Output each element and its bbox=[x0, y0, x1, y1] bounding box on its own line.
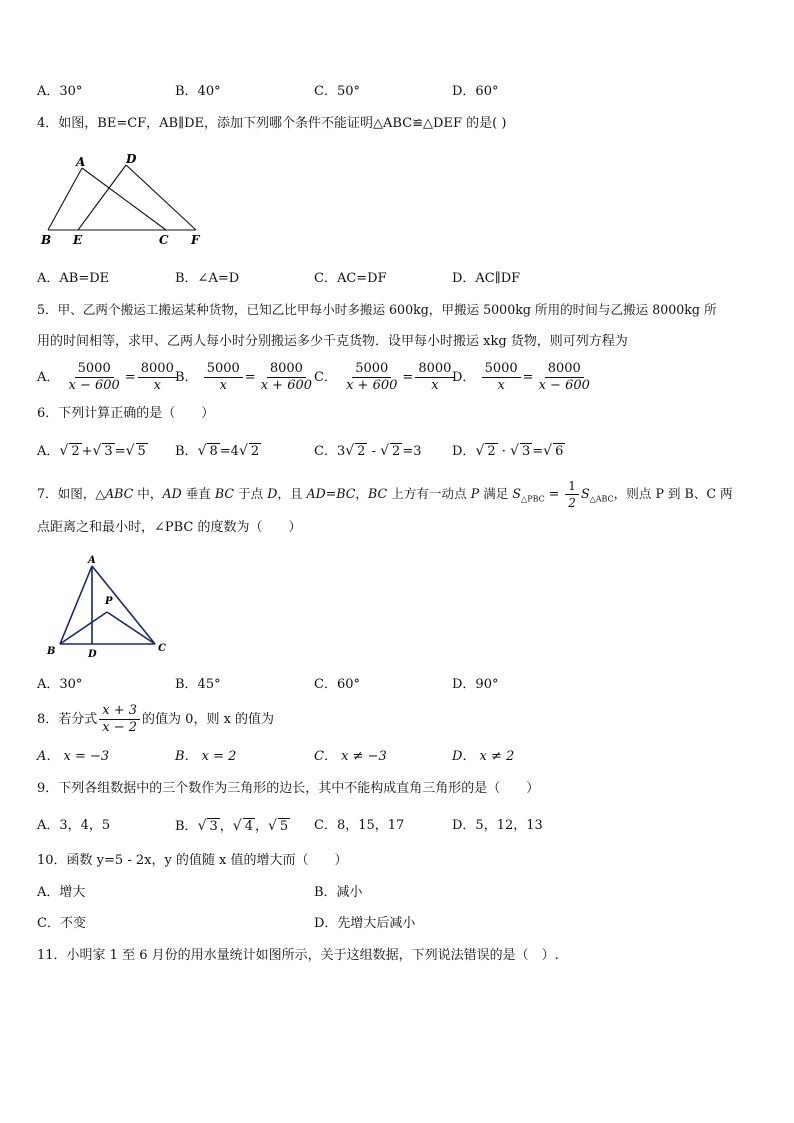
q4-label-d: D bbox=[126, 152, 137, 166]
q5-b-frac2: $\frac{8000}{x + 600}$ bbox=[260, 361, 313, 393]
q9-option-b: B．√ 3 ，√ 4 ，√ 5 bbox=[175, 818, 289, 834]
q5-b-label: B． bbox=[175, 370, 198, 385]
q3-option-b: B．40° bbox=[175, 84, 221, 99]
q10-option-c: C．不变 bbox=[37, 916, 86, 931]
q7-option-a: A．30° bbox=[37, 677, 83, 692]
q6-stem: 6．下列计算正确的是（ ） bbox=[37, 406, 215, 421]
q5-c-label: C． bbox=[314, 370, 337, 385]
q5-option-a: A． $\frac{5000}{x - 600}$ = $\frac{8000}{x}$ bbox=[37, 358, 179, 398]
q7-option-c: C．60° bbox=[314, 677, 360, 692]
q4-option-d: D．AC∥DF bbox=[452, 271, 521, 286]
q7-stem-line2: 点距离之和最小时，∠PBC 的度数为（ ） bbox=[37, 520, 302, 535]
q9-option-c: C．8，15，17 bbox=[314, 818, 405, 833]
q5-c-frac2: $\frac{8000}{x}$ bbox=[415, 361, 454, 394]
q5-stem-line2: 用的时间相等，求甲、乙两人每小时分别搬运多少千克货物．设甲每小时搬运 xkg 货物，则可列方程为 bbox=[37, 334, 628, 349]
q4-label-a: A bbox=[76, 155, 86, 169]
q5-b-frac1: $\frac{5000}{x}$ bbox=[204, 361, 243, 394]
q7-stem-line1: 7．如图，△ABC 中，AD 垂直 BC 于点 D，且 AD=BC，BC 上方有一动点 P 满足 $S_{\triangle PBC}$ = $\frac{1}{2}$ $S_{\triangle ABC}$，则点 P 到 B、C 两 bbox=[37, 479, 733, 510]
q5-d-frac1: $\frac{5000}{x}$ bbox=[482, 361, 521, 394]
q7-label-b: B bbox=[47, 646, 56, 657]
q5-d-label: D． bbox=[452, 370, 476, 385]
q11-stem: 11．小明家 1 至 6 月份的用水量统计如图所示，关于这组数据，下列说法错误的是（ ）. bbox=[37, 948, 559, 963]
q7-option-b: B．45° bbox=[175, 677, 221, 692]
q10-option-b: B．减小 bbox=[314, 885, 363, 900]
q9-option-d: D．5，12，13 bbox=[452, 818, 543, 833]
q4-label-f: F bbox=[191, 233, 200, 247]
q7-label-c: C bbox=[158, 643, 166, 654]
q9-option-a: A．3，4，5 bbox=[37, 818, 111, 833]
q5-a-frac1: $\frac{5000}{x - 600}$ bbox=[68, 361, 120, 393]
q7-label-p: P bbox=[105, 596, 113, 607]
q5-option-d: D． $\frac{5000}{x}$ = $\frac{8000}{x - 600}$ bbox=[452, 358, 595, 398]
q5-c-frac1: $\frac{5000}{x + 600}$ bbox=[346, 361, 398, 393]
q8-option-d: D． x ≠ 2 bbox=[452, 749, 515, 764]
q7-label-a: A bbox=[88, 555, 96, 566]
q6-option-c: C．3√ 2 - √ 2 =3 bbox=[314, 443, 422, 459]
q6-option-b: B．√ 8 =4√ 2 bbox=[175, 443, 260, 459]
q5-a-frac2: $\frac{8000}{x}$ bbox=[138, 361, 177, 394]
q10-stem: 10．函数 y=5 - 2x，y 的值随 x 值的增大而（ ） bbox=[37, 853, 348, 868]
q4-option-a: A．AB=DE bbox=[37, 271, 110, 286]
q4-label-e: E bbox=[73, 233, 83, 247]
q4-label-c: C bbox=[159, 233, 169, 247]
q4-stem: 4．如图，BE=CF，AB∥DE，添加下列哪个条件不能证明△ABC≌△DEF 的是( ) bbox=[37, 116, 507, 131]
q6-option-a: A．√ 2 +√ 3 =√ 5 bbox=[37, 443, 146, 459]
q7-label-d: D bbox=[88, 649, 97, 660]
q9-stem: 9．下列各组数据中的三个数作为三角形的边长，其中不能构成直角三角形的是（ ） bbox=[37, 781, 540, 796]
q5-option-b: B． $\frac{5000}{x}$ = $\frac{8000}{x + 600}$ bbox=[175, 358, 317, 398]
q4-figure bbox=[36, 150, 211, 250]
q7-figure bbox=[42, 552, 182, 664]
q10-option-d: D．先增大后减小 bbox=[314, 916, 416, 931]
q10-option-a: A．增大 bbox=[37, 885, 86, 900]
q4-option-b: B．∠A=D bbox=[175, 271, 240, 286]
q8-option-b: B． x = 2 bbox=[175, 749, 237, 764]
q5-a-label: A． bbox=[37, 370, 60, 385]
q7-option-d: D．90° bbox=[452, 677, 499, 692]
q3-option-a: A．30° bbox=[37, 84, 83, 99]
q3-option-c: C．50° bbox=[314, 84, 360, 99]
q8-stem: 8．若分式 $\frac{x + 3}{x - 2}$ 的值为 0，则 x 的值为 bbox=[37, 703, 275, 735]
q8-option-c: C． x ≠ −3 bbox=[314, 749, 387, 764]
q5-stem-line1: 5．甲、乙两个搬运工搬运某种货物，已知乙比甲每小时多搬运 600kg，甲搬运 5000kg 所用的时间与乙搬运 8000kg 所 bbox=[37, 302, 717, 317]
q6-option-d: D．√ 2 · √ 3 =√ 6 bbox=[452, 443, 564, 459]
q4-option-c: C．AC=DF bbox=[314, 271, 387, 286]
q5-d-frac2: $\frac{8000}{x - 600}$ bbox=[538, 361, 590, 393]
q5-option-c: C． $\frac{5000}{x + 600}$ = $\frac{8000}{x}$ bbox=[314, 358, 456, 398]
q4-label-b: B bbox=[41, 233, 52, 247]
q8-option-a: A． x = −3 bbox=[37, 749, 110, 764]
q3-option-d: D．60° bbox=[452, 84, 499, 99]
